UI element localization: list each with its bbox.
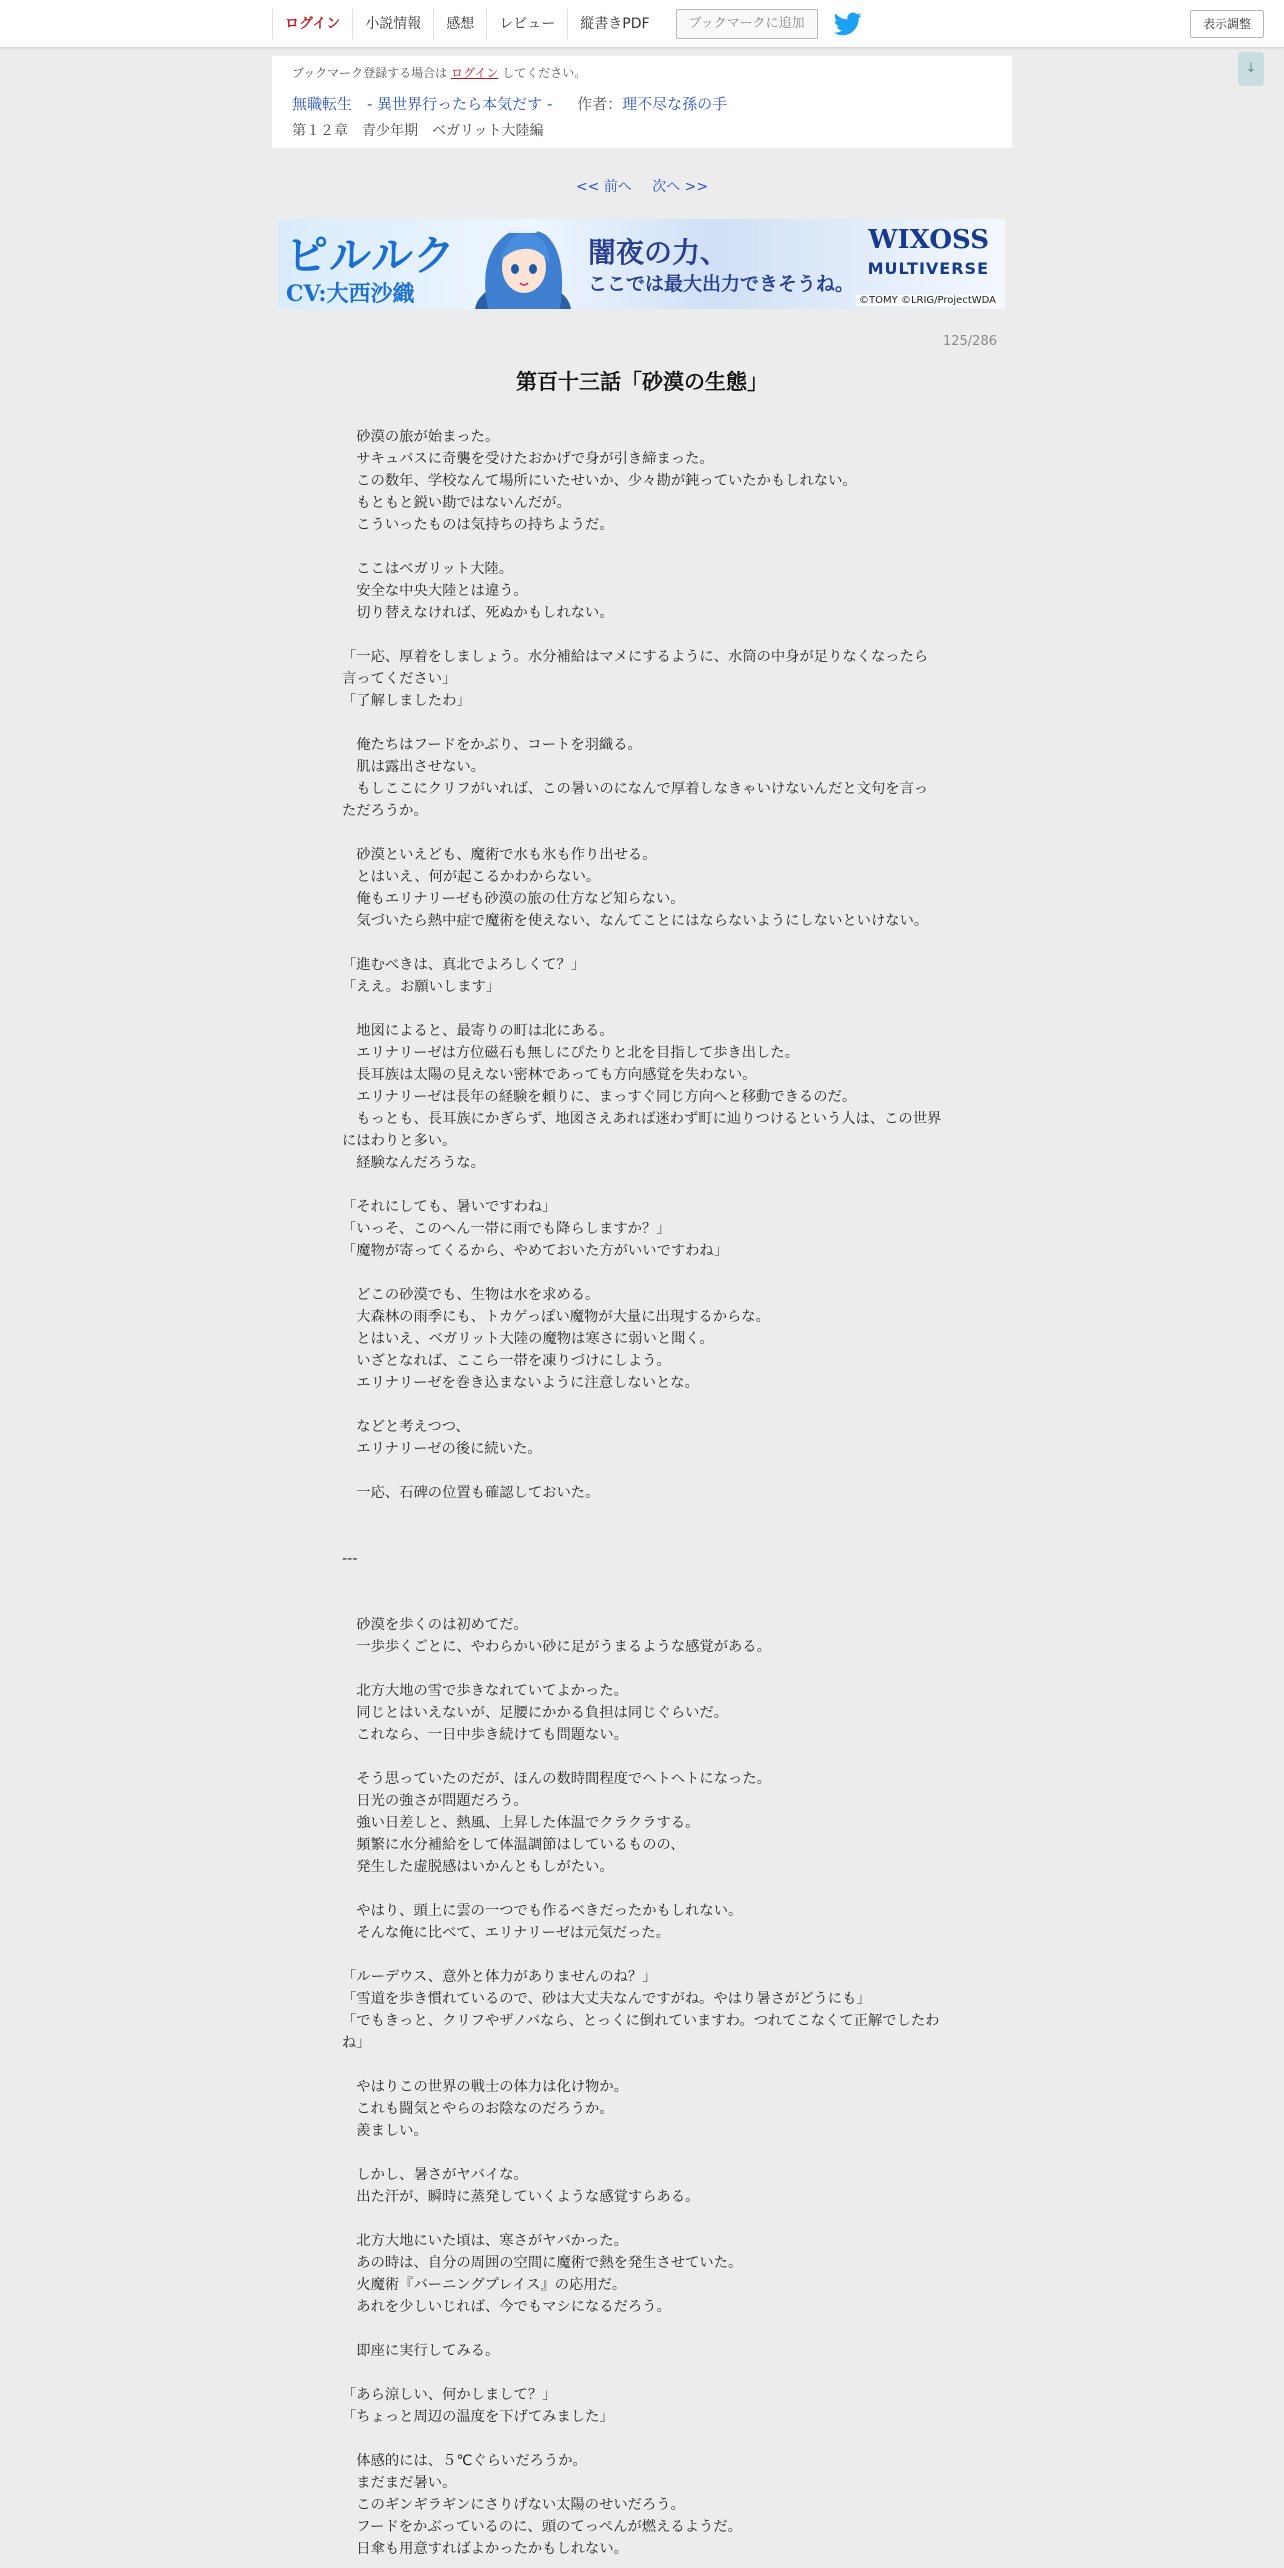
- banner-title: ピルルク: [286, 231, 457, 280]
- body-line: 気づいたら熱中症で魔術を使えない、なんてことにはならないようにしないといけない。: [342, 913, 929, 929]
- body-line: もともと鋭い勘ではないんだが。: [342, 495, 571, 511]
- add-bookmark-button[interactable]: ブックマークに追加: [676, 9, 818, 39]
- body-line: 「あら涼しい、何かしまして？」: [342, 2387, 557, 2403]
- chapter-title: 第１２章 青少年期 ベガリット大陸編: [292, 123, 544, 139]
- body-line: 同じとはいえないが、足腰にかかる負担は同じぐらいだ。: [342, 1705, 729, 1721]
- series-title-row: [292, 93, 992, 114]
- nav-vertical-pdf-link[interactable]: 縦書きPDF: [567, 9, 661, 39]
- novel-body: [342, 426, 942, 2560]
- body-line: 発生した虚脱感はいかんともしがたい。: [342, 1859, 614, 1875]
- prev-episode-link[interactable]: << 前へ: [575, 179, 632, 195]
- body-line: 「ルーデウス、意外と体力がありませんのね？」: [342, 1969, 657, 1985]
- body-line: 肌は露出させない。: [342, 759, 485, 775]
- body-line: もしここにクリフがいれば、この暑いのになんで厚着しなきゃいけないんだと文句を言っただろうか。: [342, 781, 929, 819]
- body-line: [342, 1394, 942, 1416]
- body-line: これも闘気とやらのお陰なのだろうか。: [342, 2101, 614, 2117]
- twitter-bird-icon[interactable]: [834, 12, 862, 36]
- body-line: などと考えつつ、: [342, 1419, 470, 1435]
- body-line: エリナリーゼは長年の経験を頼りに、まっすぐ同じ方向へと移動できるのだ。: [342, 1089, 857, 1105]
- series-title-link[interactable]: 無職転生 - 異世界行ったら本気だす -: [292, 95, 553, 113]
- nav-login-link[interactable]: ログイン: [272, 9, 352, 39]
- body-line: 体感的には、５℃ぐらいだろうか。: [342, 2453, 587, 2469]
- body-line: 日光の強さが問題だろう。: [342, 1793, 528, 1809]
- body-line: [342, 1570, 942, 1592]
- body-line: 「ちょっと周辺の温度を下げてみました」: [342, 2409, 614, 2425]
- display-settings-button[interactable]: 表示調整: [1190, 10, 1264, 38]
- novel-info-box: [272, 56, 1012, 148]
- bookmark-login-link[interactable]: ログイン: [451, 66, 499, 80]
- body-line: とはいえ、ベガリット大陸の魔物は寒さに弱いと聞く。: [342, 1331, 714, 1347]
- body-line: 砂漠を歩くのは初めてだ。: [342, 1617, 528, 1633]
- body-line: 「雪道を歩き慣れているので、砂は大丈夫なんですがね。やはり暑さがどうにも」: [342, 1991, 871, 2007]
- body-line: 大森林の雨季にも、トカゲっぽい魔物が大量に出現するからな。: [342, 1309, 770, 1325]
- body-line: [342, 1504, 942, 1526]
- nav-review-link[interactable]: レビュー: [486, 9, 567, 39]
- body-line: [342, 1262, 942, 1284]
- body-line: 頻繁に水分補給をして体温調節はしているものの、: [342, 1837, 685, 1853]
- body-line: あの時は、自分の周囲の空間に魔術で熱を発生させていた。: [342, 2255, 743, 2271]
- body-line: 「ええ。お願いします」: [342, 979, 501, 995]
- body-line: そう思っていたのだが、ほんの数時間程度でヘトヘトになった。: [342, 1771, 771, 1787]
- body-line: [342, 2142, 942, 2164]
- body-line: 「魔物が寄ってくるから、やめておいた方がいいですわね」: [342, 1243, 729, 1259]
- body-line: [342, 998, 942, 1020]
- episode-pager: [0, 176, 1284, 196]
- body-line: 羨ましい。: [342, 2123, 428, 2139]
- body-line: 「進むべきは、真北でよろしくて？」: [342, 957, 586, 973]
- body-line: [342, 2362, 942, 2384]
- bookmark-note-prefix: ブックマーク登録する場合は: [292, 66, 448, 80]
- body-line: [342, 1592, 942, 1614]
- body-line: [342, 712, 942, 734]
- body-line: 経験なんだろうな。: [342, 1155, 485, 1171]
- body-line: 一歩歩くごとに、やわらかい砂に足がうまるような感覚がある。: [342, 1639, 771, 1655]
- banner-credit: ©TOMY ©LRIG/ProjectWDA: [856, 295, 999, 306]
- body-line: 俺もエリナリーゼも砂漠の旅の仕方など知らない。: [342, 891, 685, 907]
- body-line: [342, 2054, 942, 2076]
- episode-page-counter: 125/286: [942, 334, 997, 349]
- body-line: 出た汗が、瞬時に蒸発していくような感覚すらある。: [342, 2189, 700, 2205]
- body-line: [342, 932, 942, 954]
- body-line: [342, 1526, 942, 1548]
- body-line: 一応、石碑の位置も確認しておいた。: [342, 1485, 600, 1501]
- body-line: 切り替えなければ、死ぬかもしれない。: [342, 605, 614, 621]
- body-line: エリナリーゼの後に続いた。: [342, 1441, 542, 1457]
- main-nav: [272, 0, 862, 48]
- body-line: エリナリーゼは方位磁石も無しにぴたりと北を目指して歩き出した。: [342, 1045, 799, 1061]
- body-line: [342, 624, 942, 646]
- banner-character-illustration: [468, 219, 578, 309]
- body-line: 「いっそ、このへん一帯に雨でも降らしますか？」: [342, 1221, 671, 1237]
- body-line: 安全な中央大陸とは違う。: [342, 583, 528, 599]
- nav-novel-info-link[interactable]: 小説情報: [352, 9, 433, 39]
- body-line: 北方大地の雪で歩きなれていてよかった。: [342, 1683, 628, 1699]
- body-line: 砂漠の旅が始まった。: [342, 429, 500, 445]
- body-line: これなら、一日中歩き続けても問題ない。: [342, 1727, 628, 1743]
- body-line: [342, 1174, 942, 1196]
- banner-logo-multiverse: MULTIVERSE: [867, 259, 989, 278]
- body-line: こういったものは気持ちの持ちようだ。: [342, 517, 614, 533]
- body-line: このギンギラギンにさりげない太陽のせいだろう。: [342, 2497, 685, 2513]
- body-line: [342, 1746, 942, 1768]
- body-line: いざとなれば、ここら一帯を凍りづけにしよう。: [342, 1353, 671, 1369]
- banner-logo-wixoss: WIXOSS: [868, 225, 989, 255]
- body-line: 即座に実行してみる。: [342, 2343, 500, 2359]
- banner-copy-line1: 闇夜の力、: [588, 236, 729, 269]
- body-line: しかし、暑さがヤバイな。: [342, 2167, 528, 2183]
- top-navigation-bar: [0, 0, 1284, 48]
- author-label: 作者：: [577, 95, 623, 113]
- body-line: 「でもきっと、クリフやザノバなら、とっくに倒れていますわ。つれてこなくて正解でしたわね」: [342, 2013, 940, 2051]
- advertisement-banner[interactable]: [278, 219, 1005, 309]
- body-line: あれを少しいじれば、今でもマシになるだろう。: [342, 2299, 671, 2315]
- body-line: サキュバスに奇襲を受けたおかげで身が引き締まった。: [342, 451, 714, 467]
- body-line: [342, 1944, 942, 1966]
- body-line: 北方大地にいた頃は、寒さがヤバかった。: [342, 2233, 628, 2249]
- body-line: [342, 1658, 942, 1680]
- body-line: 地図によると、最寄りの町は北にある。: [342, 1023, 614, 1039]
- body-line: エリナリーゼを巻き込まないように注意しないとな。: [342, 1375, 699, 1391]
- body-line: 「了解しましたわ」: [342, 693, 471, 709]
- nav-impressions-link[interactable]: 感想: [433, 9, 486, 39]
- body-line: [342, 822, 942, 844]
- body-line: [342, 2318, 942, 2340]
- body-line: 「それにしても、暑いですわね」: [342, 1199, 557, 1215]
- banner-cv: CV:大西沙織: [286, 281, 415, 307]
- scroll-down-button[interactable]: ↓: [1238, 52, 1264, 86]
- body-line: そんな俺に比べて、エリナリーゼは元気だった。: [342, 1925, 670, 1941]
- banner-copy: [588, 229, 858, 299]
- body-line: とはいえ、何が起こるかわからない。: [342, 869, 601, 885]
- body-line: [342, 536, 942, 558]
- body-line: この数年、学校なんて場所にいたせいか、少々勘が鈍っていたかもしれない。: [342, 473, 857, 489]
- body-line: もっとも、長耳族にかぎらず、地図さえあれば迷わず町に辿りつけるという人は、この世界にはわりと多い。: [342, 1111, 942, 1149]
- body-line: まだまだ暑い。: [342, 2475, 457, 2491]
- body-line: 火魔術『バーニングプレイス』の応用だ。: [342, 2277, 627, 2293]
- body-line: 砂漠といえども、魔術で水も氷も作り出せる。: [342, 847, 657, 863]
- body-line: 強い日差しと、熱風、上昇した体温でクラクラする。: [342, 1815, 700, 1831]
- body-line: 日傘も用意すればよかったかもしれない。: [342, 2541, 628, 2557]
- body-line: フードをかぶっているのに、頭のてっぺんが燃えるようだ。: [342, 2519, 742, 2535]
- body-line: やはり、頭上に雲の一つでも作るべきだったかもしれない。: [342, 1903, 743, 1919]
- body-line: [342, 1460, 942, 1482]
- body-line: ---: [342, 1551, 358, 1567]
- body-line: [342, 1878, 942, 1900]
- body-line: 長耳族は太陽の見えない密林であっても方向感覚を失わない。: [342, 1067, 757, 1083]
- next-episode-link[interactable]: 次へ >>: [652, 179, 709, 195]
- body-line: 俺たちはフードをかぶり、コートを羽織る。: [342, 737, 642, 753]
- body-line: [342, 2428, 942, 2450]
- body-line: [342, 2208, 942, 2230]
- bookmark-note-suffix: してください。: [502, 66, 587, 80]
- episode-title: 第百十三話「砂漠の生態」: [516, 370, 768, 394]
- body-line: どこの砂漠でも、生物は水を求める。: [342, 1287, 600, 1303]
- banner-copy-line2: ここでは最大出力できそうね。: [588, 273, 855, 295]
- bookmark-login-note: [292, 64, 992, 81]
- body-line: やはりこの世界の戦士の体力は化け物か。: [342, 2079, 628, 2095]
- author-link[interactable]: 理不尽な孫の手: [622, 95, 728, 113]
- body-line: 「一応、厚着をしましょう。水分補給はマメにするように、水筒の中身が足りなくなったら言ってください」: [342, 649, 929, 687]
- body-line: ここはベガリット大陸。: [342, 561, 513, 577]
